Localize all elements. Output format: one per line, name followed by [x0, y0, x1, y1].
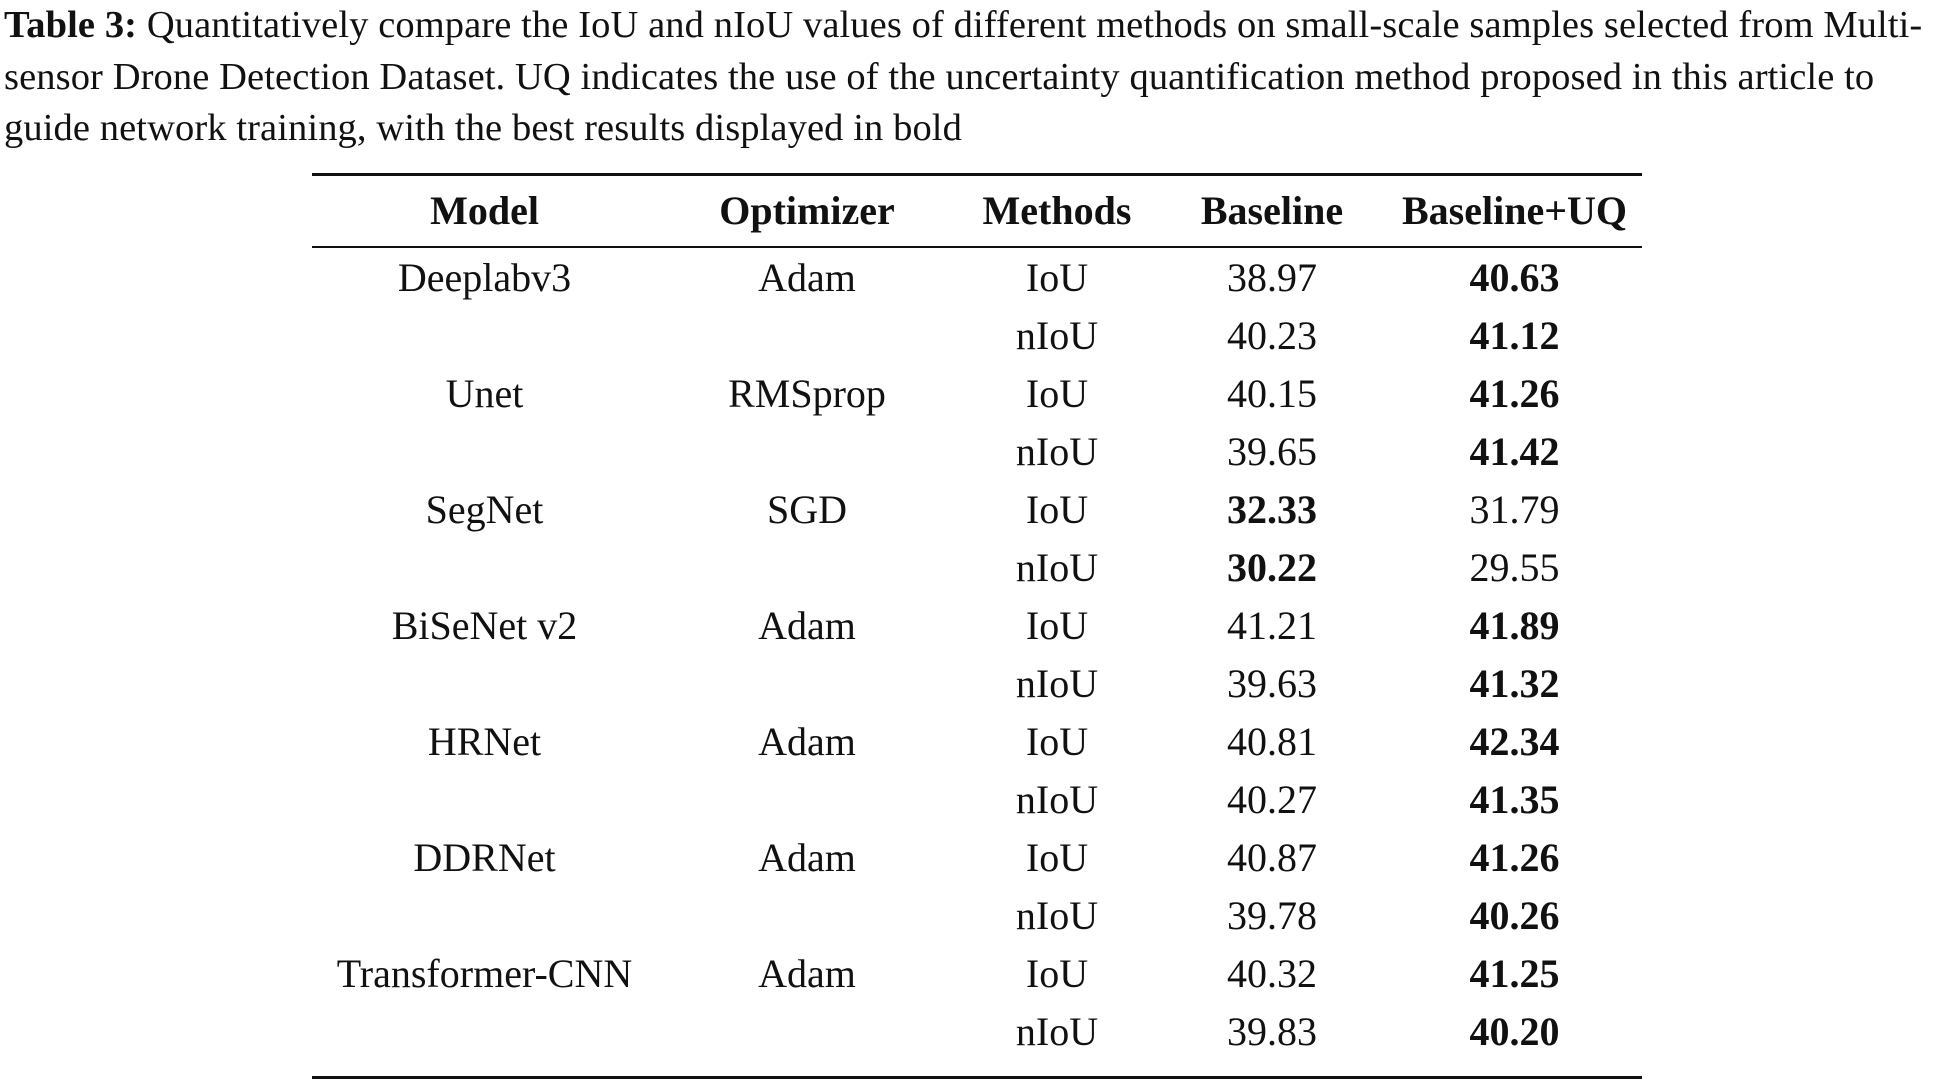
cell-baseline: 39.83 — [1227, 1008, 1317, 1054]
cell-method: IoU — [1025, 254, 1089, 300]
table-row — [312, 306, 1642, 364]
cell-baseline: 39.63 — [1227, 660, 1317, 706]
cell-optimizer: RMSprop — [728, 370, 886, 416]
cell-optimizer — [657, 306, 957, 364]
table-bottom-rule — [312, 1076, 1642, 1079]
cell-model: Deeplabv3 — [397, 254, 572, 300]
cell-baseline-uq: 41.32 — [1469, 660, 1560, 706]
table-row — [312, 538, 1642, 596]
cell-model — [312, 538, 657, 596]
cell-optimizer: Adam — [758, 834, 856, 880]
cell-baseline: 40.15 — [1227, 370, 1317, 416]
table-row — [312, 248, 1642, 306]
table-row — [312, 712, 1642, 770]
cell-model — [312, 306, 657, 364]
header-methods: Methods — [982, 188, 1132, 233]
cell-baseline: 38.97 — [1227, 254, 1317, 300]
table-body — [312, 248, 1642, 1060]
header-model: Model — [430, 188, 539, 233]
table-row — [312, 422, 1642, 480]
cell-method: IoU — [1025, 950, 1089, 996]
caption-text: Quantitatively compare the IoU and nIoU values of different methods on small-scale samples selected from Multi-sensor Drone Detection Dataset. UQ indicates the use of the uncertainty quantification method proposed in this article to guide network training, with the best results displayed in bold — [4, 4, 1923, 149]
cell-method: nIoU — [1015, 660, 1099, 706]
cell-model: SegNet — [425, 486, 544, 532]
cell-method: IoU — [1025, 370, 1089, 416]
caption-label: Table 3: — [4, 4, 138, 46]
table-header-row — [312, 173, 1642, 248]
cell-baseline-uq: 40.20 — [1469, 1008, 1560, 1054]
cell-baseline: 41.21 — [1227, 602, 1317, 648]
cell-method: nIoU — [1015, 544, 1099, 590]
cell-baseline: 39.65 — [1227, 428, 1317, 474]
cell-baseline: 40.87 — [1227, 834, 1317, 880]
table-row — [312, 770, 1642, 828]
cell-model — [312, 654, 657, 712]
cell-baseline: 40.23 — [1227, 312, 1317, 358]
cell-optimizer — [657, 538, 957, 596]
cell-baseline-uq: 29.55 — [1469, 544, 1560, 590]
table-row — [312, 654, 1642, 712]
cell-method: nIoU — [1015, 1008, 1099, 1054]
cell-baseline: 40.81 — [1227, 718, 1317, 764]
table-row — [312, 596, 1642, 654]
cell-method: IoU — [1025, 718, 1089, 764]
cell-baseline: 30.22 — [1227, 544, 1317, 590]
cell-model: HRNet — [427, 718, 542, 764]
cell-baseline-uq: 42.34 — [1469, 718, 1560, 764]
cell-baseline-uq: 41.12 — [1469, 312, 1560, 358]
table-row — [312, 1002, 1642, 1060]
cell-optimizer — [657, 886, 957, 944]
header-baseline-uq: Baseline+UQ — [1401, 188, 1628, 233]
table-row — [312, 944, 1642, 1002]
cell-baseline-uq: 41.35 — [1469, 776, 1560, 822]
cell-baseline: 40.27 — [1227, 776, 1317, 822]
cell-model: BiSeNet v2 — [391, 602, 578, 648]
cell-method: IoU — [1025, 834, 1089, 880]
cell-model — [312, 422, 657, 480]
cell-baseline: 32.33 — [1227, 486, 1317, 532]
cell-model: Unet — [445, 370, 524, 416]
cell-model: DDRNet — [413, 834, 556, 880]
cell-baseline: 39.78 — [1227, 892, 1317, 938]
cell-baseline-uq: 41.42 — [1469, 428, 1560, 474]
table-row — [312, 828, 1642, 886]
table-row — [312, 364, 1642, 422]
cell-optimizer — [657, 1002, 957, 1060]
cell-model — [312, 886, 657, 944]
header-optimizer: Optimizer — [719, 188, 895, 233]
cell-optimizer — [657, 654, 957, 712]
table-row — [312, 480, 1642, 538]
cell-method: nIoU — [1015, 428, 1099, 474]
cell-optimizer: Adam — [758, 602, 856, 648]
results-table — [312, 173, 1642, 1060]
cell-model — [312, 770, 657, 828]
cell-baseline-uq: 41.25 — [1469, 950, 1560, 996]
cell-method: nIoU — [1015, 892, 1099, 938]
cell-optimizer: Adam — [758, 950, 856, 996]
cell-method: nIoU — [1015, 312, 1099, 358]
cell-method: IoU — [1025, 486, 1089, 532]
cell-optimizer — [657, 422, 957, 480]
cell-model — [312, 1002, 657, 1060]
cell-baseline: 40.32 — [1227, 950, 1317, 996]
cell-baseline-uq: 31.79 — [1469, 486, 1560, 532]
header-baseline: Baseline — [1200, 188, 1344, 233]
cell-baseline-uq: 41.26 — [1469, 834, 1560, 880]
table-caption — [4, 0, 1952, 155]
cell-baseline-uq: 41.26 — [1469, 370, 1560, 416]
cell-model: Transformer-CNN — [336, 950, 633, 996]
cell-method: nIoU — [1015, 776, 1099, 822]
table-row — [312, 886, 1642, 944]
cell-optimizer: Adam — [758, 718, 856, 764]
cell-optimizer: SGD — [766, 486, 848, 532]
cell-method: IoU — [1025, 602, 1089, 648]
cell-optimizer: Adam — [758, 254, 856, 300]
cell-baseline-uq: 40.63 — [1469, 254, 1560, 300]
cell-baseline-uq: 41.89 — [1469, 602, 1560, 648]
cell-optimizer — [657, 770, 957, 828]
cell-baseline-uq: 40.26 — [1469, 892, 1560, 938]
